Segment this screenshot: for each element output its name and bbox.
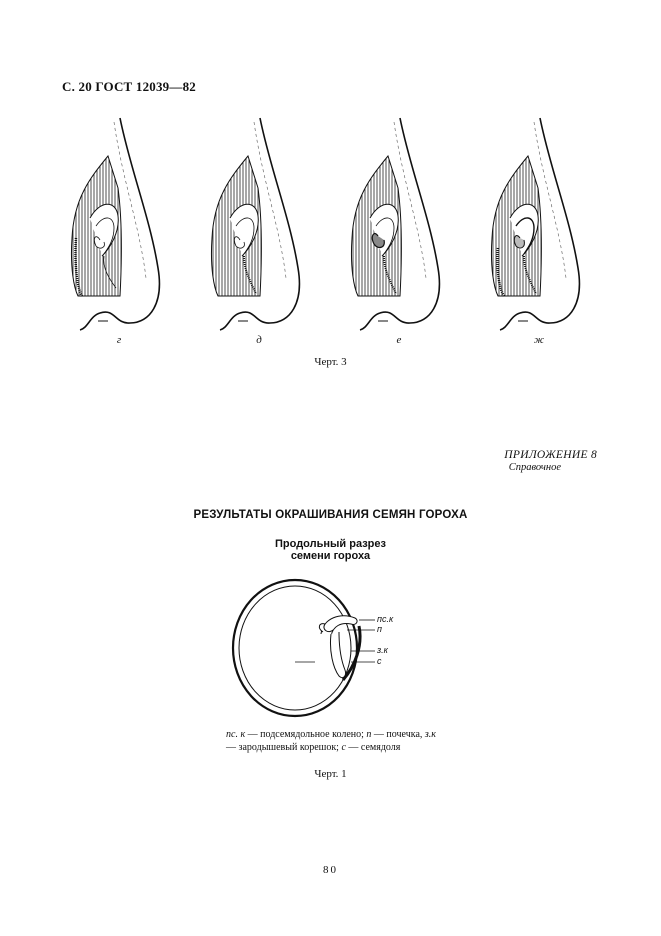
figure-label-d: д — [256, 334, 262, 346]
diagram-legend — [226, 729, 436, 754]
figure-label-g: г — [116, 334, 122, 346]
callout-z-k: з.к — [377, 645, 388, 655]
seed-section-figure-zh — [480, 108, 600, 340]
seed-section-figure-e — [340, 108, 460, 340]
diagram-title — [0, 538, 661, 562]
page-number: 80 — [323, 864, 338, 876]
appendix-title: ПРИЛОЖЕНИЕ 8 — [504, 449, 597, 461]
diagram-title-line-2: семени гороха — [290, 550, 371, 562]
legend-def-s: — семядоля — [345, 741, 401, 753]
callout-s: с — [377, 656, 382, 666]
callout-p: п — [377, 624, 382, 634]
figure-label-e: е — [396, 334, 402, 346]
legend-def-p: — почечка, — [371, 729, 425, 740]
legend-abbr-s: с — [341, 741, 346, 753]
callout-ps-k: пс.к — [377, 614, 394, 624]
diagram-title-line-1: Продольный разрез — [275, 538, 386, 550]
legend-abbr-ps-k: пс. к — [226, 729, 246, 740]
figure-1-caption: Черт. 1 — [314, 768, 347, 780]
seed-section-figure-g — [60, 108, 180, 340]
page-header: С. 20 ГОСТ 12039—82 — [62, 79, 196, 94]
figure-3-caption: Черт. 3 — [314, 356, 347, 368]
legend-def-ps-k: — подсемядольное колено; — [245, 729, 367, 740]
legend-abbr-z-k: з.к — [424, 729, 436, 740]
seed-longitudinal-section-diagram — [225, 576, 415, 726]
seed-section-figure-d — [200, 108, 320, 340]
legend-abbr-p: п — [366, 729, 372, 740]
legend-def-z-k: — зародышевый корешок; — [226, 741, 342, 753]
section-title: РЕЗУЛЬТАТЫ ОКРАШИВАНИЯ СЕМЯН ГОРОХА — [193, 509, 468, 521]
figure-label-zh: ж — [533, 334, 545, 346]
appendix-subtitle: Справочное — [508, 462, 561, 473]
